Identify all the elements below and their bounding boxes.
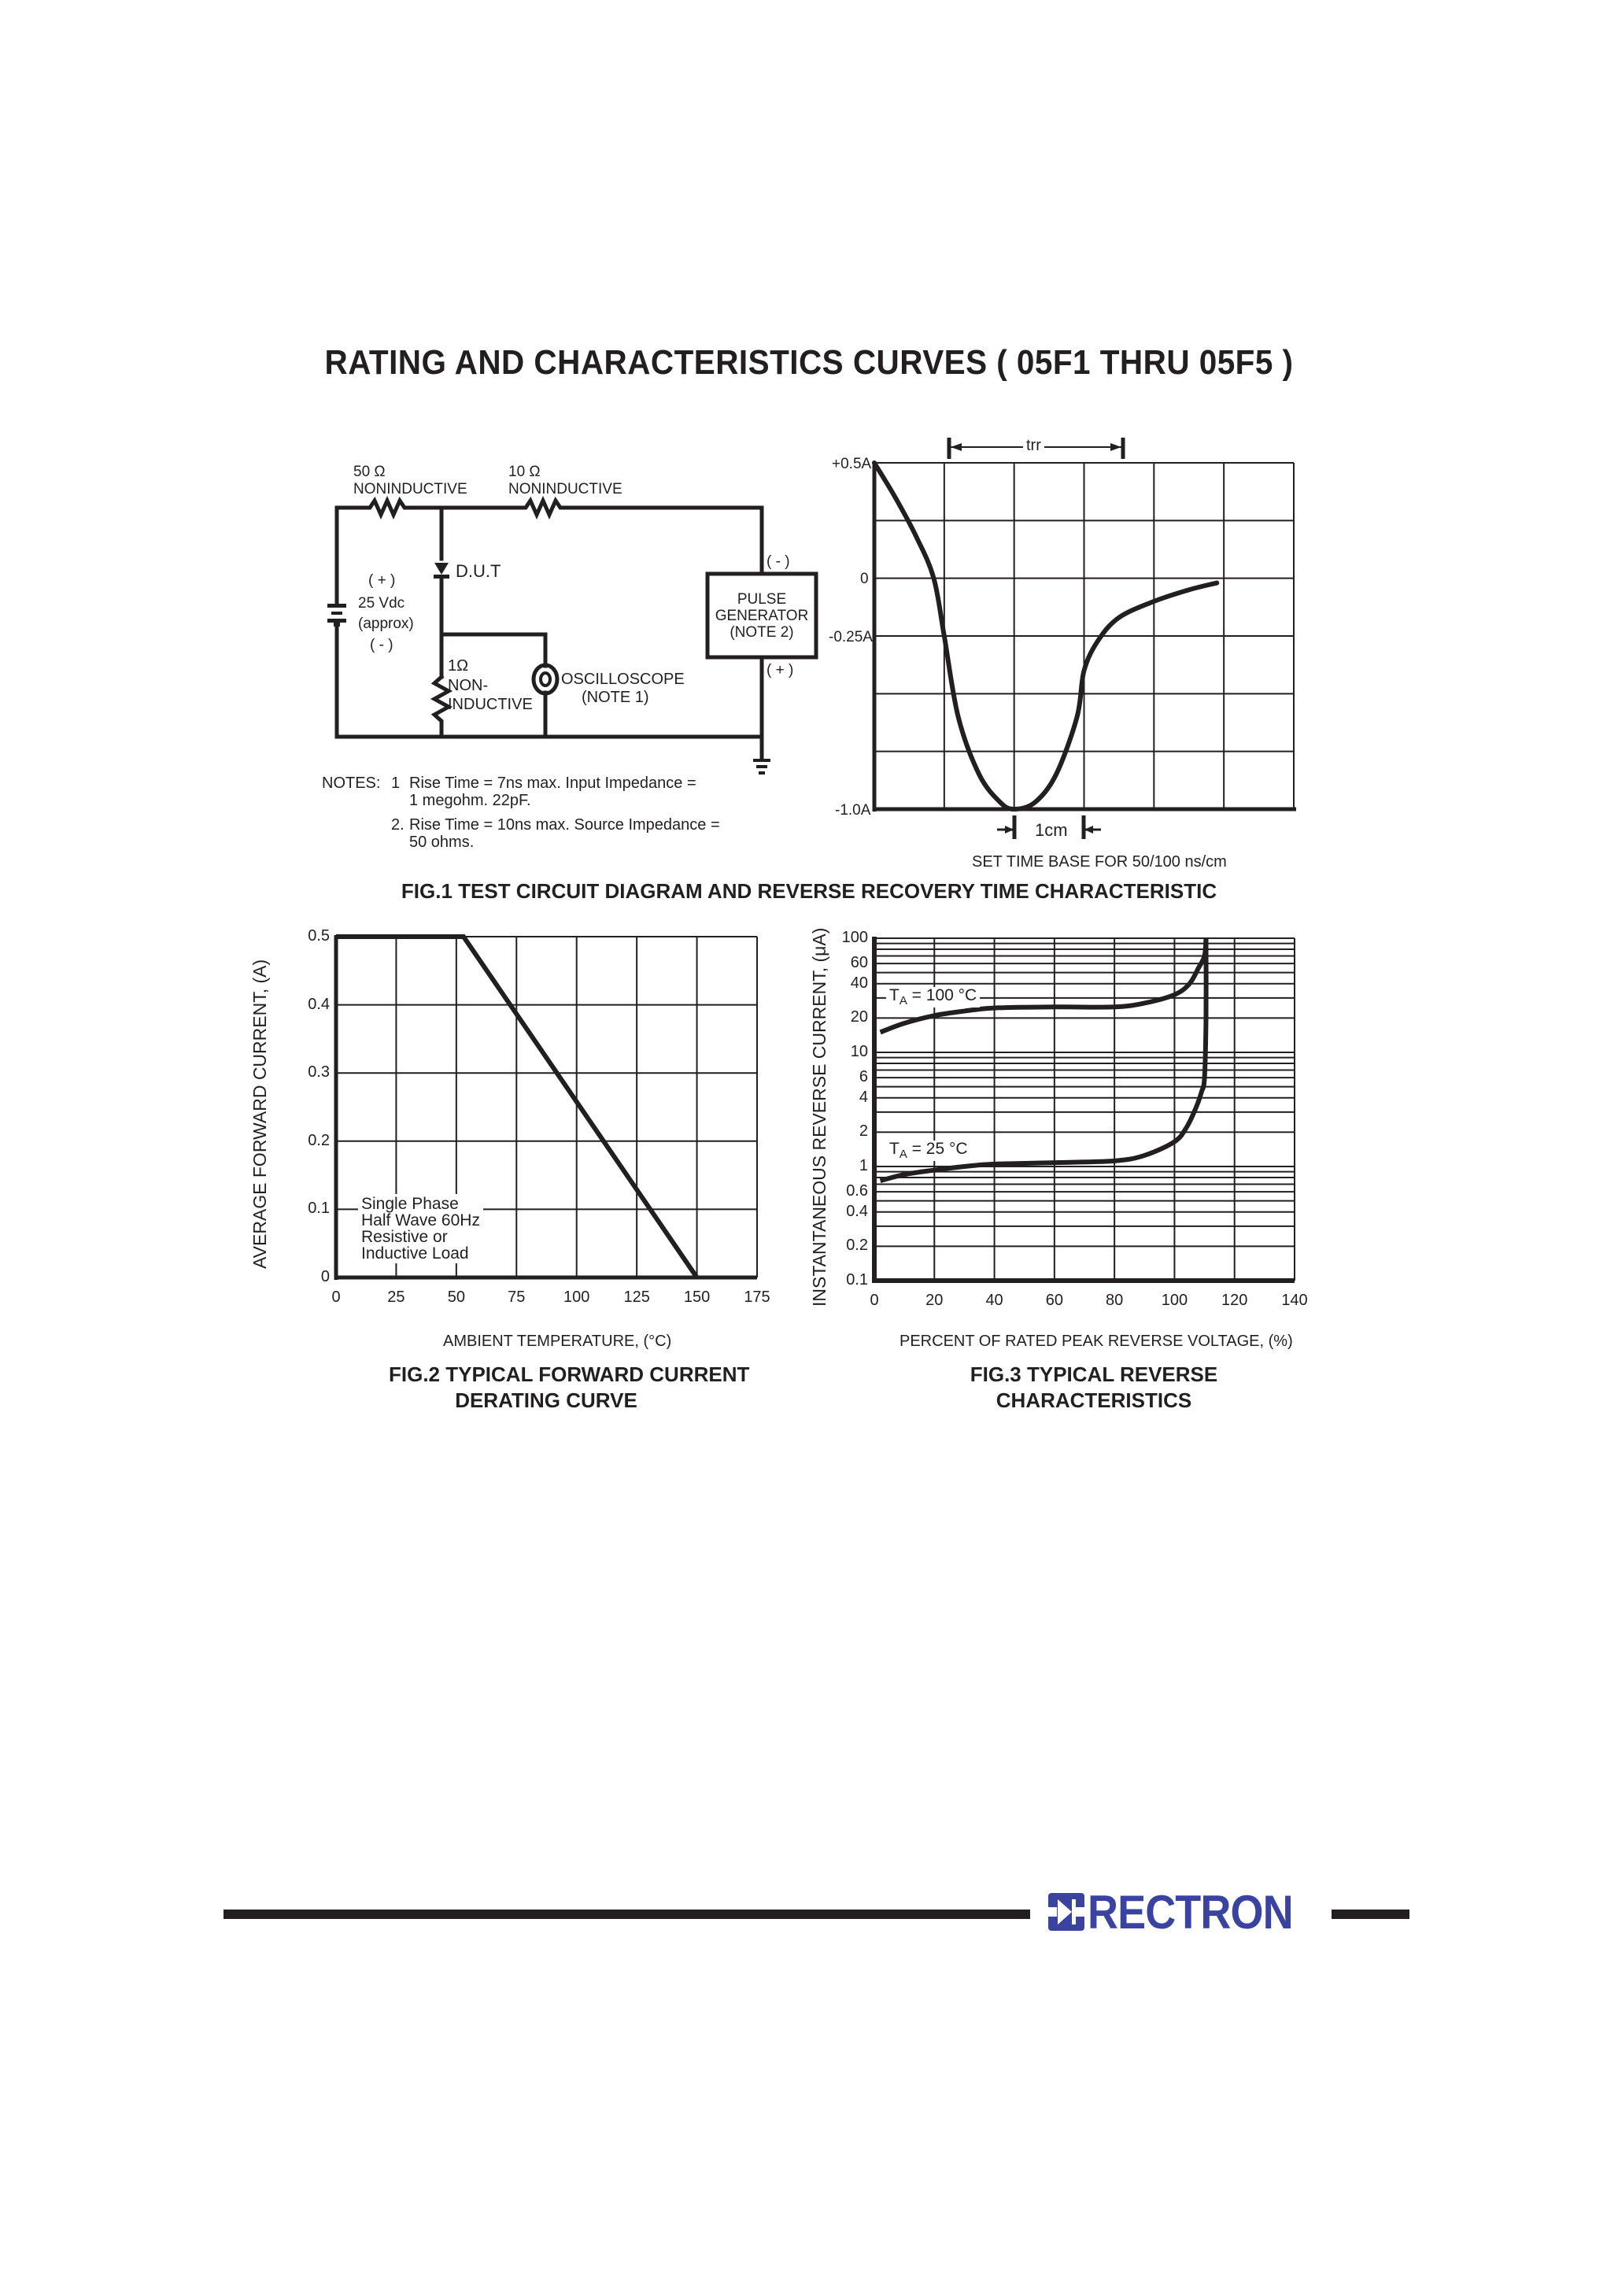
x-tick-label: 50: [447, 1288, 465, 1306]
r3-value: 1Ω: [448, 657, 469, 675]
x-tick-label: 25: [387, 1288, 405, 1306]
note-line-1: Single Phase: [361, 1195, 459, 1213]
y-tick-label: 20: [850, 1008, 868, 1026]
brand-name: RECTRON: [1088, 1886, 1293, 1939]
fig3-caption-line-2: CHARACTERISTICS: [996, 1388, 1192, 1412]
y-label-zero: 0: [860, 571, 869, 587]
pulse-line-3: (NOTE 2): [730, 624, 794, 641]
fig2-x-axis-label: AMBIENT TEMPERATURE, (°C): [443, 1333, 672, 1350]
y-tick-label: 0.1: [846, 1271, 868, 1288]
r3-type-1: NON-: [448, 677, 489, 694]
y-tick-label: 0.4: [308, 995, 330, 1013]
note-line-4: Inductive Load: [361, 1244, 469, 1263]
x-tick-label: 125: [623, 1288, 650, 1306]
x-tick-label: 20: [925, 1292, 944, 1309]
series-25c-label: $T_A = 25$ °C: [886, 1141, 971, 1161]
y-tick-label: 0.2: [308, 1131, 330, 1149]
y-tick-label: 60: [850, 954, 868, 972]
source-value: 25 Vdc: [358, 595, 405, 612]
y-tick-label: 6: [859, 1068, 868, 1086]
r2-type: NONINDUCTIVE: [508, 481, 622, 497]
fig1-caption: FIG.1 TEST CIRCUIT DIAGRAM AND REVERSE RECOVERY TIME CHARACTERISTIC: [401, 879, 1217, 903]
y-tick-label: 0.2: [846, 1237, 868, 1255]
rectron-logo-icon: [1048, 1893, 1084, 1931]
pulse-line-2: GENERATOR: [715, 608, 809, 624]
pulse-plus: ( + ): [767, 662, 794, 678]
page-title: RATING AND CHARACTERISTICS CURVES ( 05F1 THRU 05F5 ): [324, 343, 1294, 382]
fig3-x-axis-label: PERCENT OF RATED PEAK REVERSE VOLTAGE, (%): [900, 1333, 1293, 1350]
dut-label: D.U.T: [456, 561, 501, 581]
y-tick-label: 0.5: [308, 927, 330, 945]
notes-heading: NOTES:: [322, 775, 381, 792]
y-tick-label: 0.3: [308, 1063, 330, 1081]
y-tick-label: 100: [841, 929, 868, 946]
y-tick-label: 4: [859, 1088, 868, 1106]
source-plus: ( + ): [368, 572, 396, 589]
r3-type-2: INDUCTIVE: [448, 696, 533, 713]
r1-type: NONINDUCTIVE: [353, 481, 467, 497]
series-100c-label: $T_A = 100$ °C: [886, 987, 980, 1008]
note-1-number: 1: [391, 775, 401, 792]
y-label-plus-0.5: +0.5A: [832, 456, 872, 472]
source-approx: (approx): [358, 616, 414, 632]
x-tick-label: 140: [1281, 1292, 1308, 1309]
note-2-number: 2.: [391, 816, 404, 834]
y-tick-label: 10: [850, 1043, 868, 1060]
trr-label: trr: [1023, 438, 1044, 454]
x-tick-label: 0: [331, 1288, 341, 1306]
y-tick-label: 0.6: [846, 1182, 868, 1200]
r1-value: 50 Ω: [353, 464, 386, 480]
note-line-3: Resistive or: [361, 1228, 448, 1246]
x-tick-label: 175: [744, 1288, 770, 1306]
x-tick-label: 60: [1045, 1292, 1063, 1309]
y-tick-label: 0.1: [308, 1200, 330, 1218]
scope-label: OSCILLOSCOPE: [561, 671, 685, 688]
x-tick-label: 100: [1161, 1292, 1188, 1309]
y-tick-label: 40: [850, 974, 868, 992]
y-tick-label: 1: [859, 1157, 868, 1174]
footer-rule-right: [1332, 1910, 1409, 1919]
fig2-caption-line-2: DERATING CURVE: [455, 1388, 637, 1412]
note-2-line-2: 50 ohms.: [409, 834, 475, 851]
x-tick-label: 0: [870, 1292, 879, 1309]
y-label-minus-0.25: -0.25A: [829, 629, 873, 645]
r2-value: 10 Ω: [508, 464, 541, 480]
fig3-caption-line-1: FIG.3 TYPICAL REVERSE: [970, 1362, 1218, 1386]
1cm-label: 1cm: [1035, 820, 1068, 840]
note-1-line-1: Rise Time = 7ns max. Input Impedance =: [409, 775, 696, 792]
source-minus: ( - ): [370, 637, 393, 653]
pulse-line-1: PULSE: [737, 591, 787, 608]
fig2-y-axis-label: AVERAGE FORWARD CURRENT, (A): [249, 959, 270, 1269]
note-2-line-1: Rise Time = 10ns max. Source Impedance =: [409, 816, 720, 834]
scope-note: (NOTE 1): [582, 689, 649, 706]
y-label-minus-1.0: -1.0A: [835, 802, 871, 819]
x-tick-label: 75: [508, 1288, 526, 1306]
x-tick-label: 150: [683, 1288, 711, 1306]
fig3-y-axis-label: INSTANTANEOUS REVERSE CURRENT, (μA): [809, 927, 829, 1307]
x-tick-label: 100: [563, 1288, 590, 1306]
fig2-caption-line-1: FIG.2 TYPICAL FORWARD CURRENT: [389, 1362, 750, 1386]
y-tick-label: 2: [859, 1122, 868, 1141]
time-base-label: SET TIME BASE FOR 50/100 ns/cm: [972, 853, 1227, 871]
y-tick-label: 0: [320, 1268, 330, 1285]
note-line-2: Half Wave 60Hz: [361, 1211, 480, 1229]
x-tick-label: 80: [1106, 1292, 1124, 1309]
x-tick-label: 40: [985, 1292, 1003, 1309]
y-tick-label: 0.4: [846, 1202, 868, 1220]
x-tick-label: 120: [1221, 1292, 1248, 1309]
pulse-minus: ( - ): [767, 553, 790, 570]
footer-rule-left: [223, 1910, 1030, 1919]
note-1-line-2: 1 megohm. 22pF.: [409, 792, 531, 809]
